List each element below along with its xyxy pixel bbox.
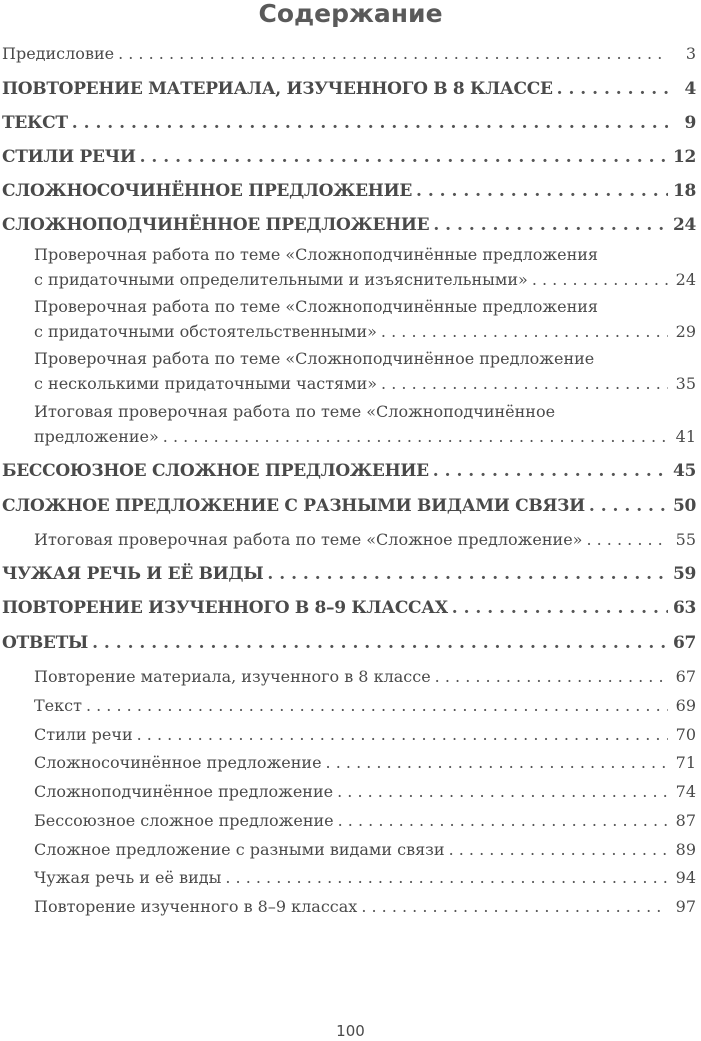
toc-entry-title: ПОВТОРЕНИЕ МАТЕРИАЛА, ИЗУЧЕННОГО В 8 КЛАССЕ [2,79,553,99]
toc-entry-title: ПОВТОРЕНИЕ ИЗУЧЕННОГО В 8–9 КЛАССАХ [2,598,448,618]
toc-entry-page: 89 [675,840,696,859]
toc-entry-page: 29 [675,322,696,341]
toc-entry-title: с придаточными обстоятельственными» [34,322,377,341]
page-number: 100 [336,1022,365,1040]
dot-leader [361,897,668,916]
toc-entry-title: Предисловие [2,44,115,63]
dot-leader [163,427,668,446]
toc-entry-first-line: Проверочная работа по теме «Сложноподчинённое предложение [34,349,595,368]
dot-leader [326,753,668,772]
toc-entry-page: 74 [675,782,696,801]
toc-entry-page: 18 [672,181,696,201]
toc-entry [34,270,701,289]
toc-entry-page: 24 [672,215,696,235]
dot-leader [337,782,668,801]
dot-leader [557,79,668,99]
toc-entry-title: СЛОЖНОПОДЧИНЁННОЕ ПРЕДЛОЖЕНИЕ [2,215,430,235]
dot-leader [433,215,668,235]
dot-leader [137,725,668,744]
toc-entry-page: 55 [675,530,696,549]
toc-entry-title: с придаточными определительными и изъяснительными» [34,270,528,289]
toc-entry-title: ЧУЖАЯ РЕЧЬ И ЕЁ ВИДЫ [2,564,264,584]
dot-leader [92,633,668,653]
dot-leader [586,530,668,549]
toc-entry [2,633,701,653]
toc-entry [34,782,701,801]
toc-entry [2,564,701,584]
toc-entry-first-line: Итоговая проверочная работа по теме «Сложноподчинённое [34,402,556,421]
toc-entry [34,840,701,859]
toc-entry-page: 97 [675,897,696,916]
toc-entry [2,44,701,63]
toc-entry-title: Итоговая проверочная работа по теме «Сложное предложение» [34,530,583,549]
toc-entry-page: 50 [672,496,696,516]
toc-entry-page: 45 [672,461,696,481]
toc-entry [2,598,701,618]
toc-entry-page: 94 [675,868,696,887]
dot-leader [449,840,668,859]
dot-leader [589,496,668,516]
toc-entry-page: 67 [675,667,696,686]
toc-entry-page: 59 [672,564,696,584]
toc-entry-first-line: Проверочная работа по теме «Сложноподчинённые предложения [34,297,598,316]
toc-entry [2,147,701,167]
dot-leader [381,322,668,341]
toc-entry-title: Повторение изученного в 8–9 классах [34,897,358,916]
toc-entry-first-line: Проверочная работа по теме «Сложноподчинённые предложения [34,245,598,264]
toc-entry [34,322,701,341]
toc-entry-page: 24 [675,270,696,289]
dot-leader [435,667,668,686]
toc-entry [34,696,701,715]
toc-entry [2,79,701,99]
toc-entry [34,725,701,744]
toc-entry [2,113,701,133]
toc-entry-title: Текст [34,696,82,715]
toc-entry [2,215,701,235]
toc-entry-page: 71 [675,753,696,772]
toc-entry [2,496,701,516]
toc-entry-title: с несколькими придаточными частями» [34,374,378,393]
toc-entry [2,181,701,201]
toc-entry-title: Сложносочинённое предложение [34,753,322,772]
toc-entry-page: 67 [672,633,696,653]
toc-entry [34,897,701,916]
toc-entry [34,753,701,772]
dot-leader [86,696,668,715]
dot-leader [140,147,668,167]
dot-leader [452,598,668,618]
toc-entry-page: 9 [684,113,696,133]
toc-entry-title: ОТВЕТЫ [2,633,89,653]
toc-entry [34,868,701,887]
toc-entry-page: 87 [675,811,696,830]
toc-entry-title: СЛОЖНОЕ ПРЕДЛОЖЕНИЕ С РАЗНЫМИ ВИДАМИ СВЯЗИ [2,496,585,516]
toc-entry-page: 4 [684,79,696,99]
toc-entry-title: Чужая речь и её виды [34,868,222,887]
dot-leader [381,374,668,393]
toc-entry-title: Повторение материала, изученного в 8 классе [34,667,431,686]
toc-entry-page: 41 [675,427,696,446]
toc-entry-title: Стили речи [34,725,133,744]
toc-entry-title: ТЕКСТ [2,113,68,133]
toc-entry-page: 63 [672,598,696,618]
toc-entry [34,667,701,686]
toc-entry-page: 69 [675,696,696,715]
toc-entry-page: 3 [685,44,696,63]
toc-entry [34,427,701,446]
dot-leader [532,270,668,289]
toc-entry-page: 70 [675,725,696,744]
dot-leader [433,461,668,481]
dot-leader [416,181,668,201]
toc-entry-title: Сложноподчинённое предложение [34,782,334,801]
toc-entry [34,530,701,549]
toc-entry [2,461,701,481]
toc-entry-title: БЕССОЮЗНОЕ СЛОЖНОЕ ПРЕДЛОЖЕНИЕ [2,461,429,481]
dot-leader [338,811,668,830]
toc-entry-title: СТИЛИ РЕЧИ [2,147,136,167]
toc-entry-title: Сложное предложение с разными видами связи [34,840,445,859]
dot-leader [267,564,668,584]
toc-entry-title: предложение» [34,427,159,446]
toc-entry [34,811,701,830]
dot-leader [72,113,668,133]
dot-leader [225,868,668,887]
page-title: Содержание [258,0,443,28]
dot-leader [118,44,668,63]
toc-entry [34,374,701,393]
toc-entry-page: 12 [672,147,696,167]
toc-entry-title: СЛОЖНОСОЧИНЁННОЕ ПРЕДЛОЖЕНИЕ [2,181,412,201]
toc-entry-page: 35 [675,374,696,393]
toc-entry-title: Бессоюзное сложное предложение [34,811,334,830]
